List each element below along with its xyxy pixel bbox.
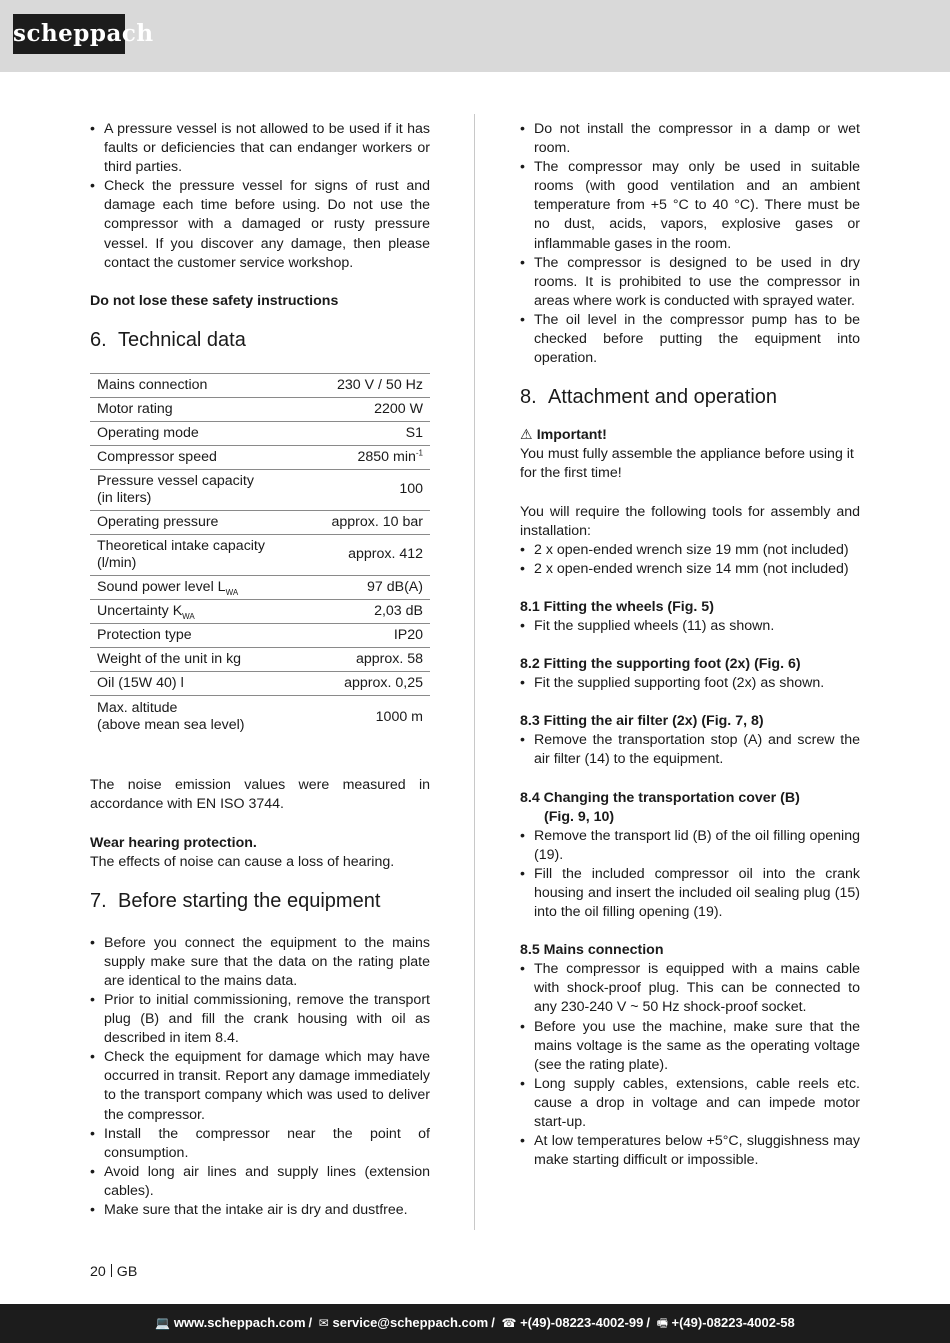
list-item: • 2 x open-ended wrench size 14 mm (not included)	[520, 560, 860, 579]
list-item: • The oil level in the compressor pump has to be checked before putting the equipment into operation.	[520, 311, 860, 368]
table-row	[90, 445, 430, 469]
table-row	[90, 373, 430, 397]
warning-icon: ⚠	[520, 427, 533, 444]
row-label: Operating pressure	[90, 510, 305, 534]
table-row	[90, 510, 430, 534]
row-value: 230 V / 50 Hz	[305, 373, 430, 397]
right-column	[520, 120, 860, 1170]
row-value: S1	[305, 421, 430, 445]
noise-emission-text: The noise emission values were measured in accordance with EN ISO 3744.	[90, 777, 430, 813]
subsection-8-4-list	[520, 827, 860, 922]
table-row	[90, 469, 430, 510]
table-row	[90, 397, 430, 421]
row-label: Sound power level $L_{WA}$	[90, 575, 305, 599]
row-value: 100	[305, 469, 430, 510]
installation-list	[520, 120, 860, 368]
computer-icon: 💻	[155, 1316, 171, 1330]
important-text: You must fully assemble the appliance before using it for the first time!	[520, 446, 854, 482]
subsection-8-5-title: 8.5 Mains connection	[520, 942, 664, 959]
table-row	[90, 695, 430, 738]
row-value: IP20	[305, 623, 430, 647]
row-label: Mains connection	[90, 373, 305, 397]
table-row	[90, 421, 430, 445]
list-item: • Fill the included compressor oil into the crank housing and insert the included oil sealing plug (15) into the oil filling opening (19).	[520, 865, 860, 922]
table-row	[90, 623, 430, 647]
subsection-8-2-title: 8.2 Fitting the supporting foot (2x) (Fig. 6)	[520, 656, 801, 673]
row-value: 2850 $\min^{-1}$	[305, 445, 430, 469]
list-item: • Check the equipment for damage which may have occurred in transit. Report any damage immediately to the transport company which was used to deliver the compressor.	[90, 1048, 430, 1124]
row-value: approx. 58	[305, 647, 430, 671]
column-divider	[474, 114, 475, 1230]
section-8-heading: 8. Attachment and operation	[520, 386, 778, 409]
pressure-vessel-list	[90, 120, 430, 273]
tools-intro: You will require the following tools for assembly and installation:	[520, 503, 860, 539]
list-item: • The compressor is equipped with a mains cable with shock-proof plug. This can be connected to any 230-240 V ~ 50 Hz shock-proof socket.	[520, 960, 860, 1017]
list-item: • Before you connect the equipment to the mains supply make sure that the data on the rating plate are identical to the mains data.	[90, 934, 430, 991]
table-row	[90, 599, 430, 623]
row-value: approx. 10 bar	[305, 510, 430, 534]
row-label: Uncertainty $K_{WA}$	[90, 599, 305, 623]
list-item: • Do not install the compressor in a damp or wet room.	[520, 120, 860, 158]
header-band	[0, 0, 950, 72]
list-item: • Long supply cables, extensions, cable reels etc. cause a drop in voltage and can impede motor start-up.	[520, 1075, 860, 1132]
footer-contact: 💻 www.scheppach.com / ✉ service@scheppach.com / ☎ +(49)-08223-4002-99 / 🖷 +(49)-08223-4002-58	[155, 1315, 795, 1330]
list-item: • Fit the supplied wheels (11) as shown.	[520, 617, 860, 636]
subsection-8-3-title: 8.3 Fitting the air filter (2x) (Fig. 7, 8)	[520, 713, 764, 730]
hearing-protection-title: Wear hearing protection.	[90, 834, 257, 851]
subsection-8-4-title-cont: (Fig. 9, 10)	[544, 808, 615, 825]
row-label: Compressor speed	[90, 445, 305, 469]
row-value: 97 dB(A)	[305, 575, 430, 599]
list-item: • Remove the transport lid (B) of the oil filling opening (19).	[520, 827, 860, 865]
scheppach-logo: scheppach	[13, 14, 125, 54]
email-link[interactable]: service@scheppach.com	[332, 1315, 489, 1330]
website-link[interactable]: www.scheppach.com	[173, 1315, 306, 1330]
fax-number: +(49)-08223-4002-58	[671, 1315, 795, 1330]
fax-icon: 🖷	[656, 1316, 668, 1330]
list-item: • Install the compressor near the point of consumption.	[90, 1125, 430, 1163]
list-item: • Avoid long air lines and supply lines (extension cables).	[90, 1163, 430, 1201]
phone-icon: ☎	[501, 1316, 517, 1330]
list-item: • A pressure vessel is not allowed to be used if it has faults or deficiencies that can endanger workers or third parties.	[90, 120, 430, 177]
left-column	[90, 120, 430, 1220]
row-value: approx. 0,25	[305, 671, 430, 695]
subsection-8-5-list	[520, 960, 860, 1170]
list-item: • The compressor may only be used in suitable rooms (with good ventilation and an ambient temperature from +5 °C to 40 °C). There must be no dust, acids, vapors, explosive gases or inflammable gases in the room.	[520, 158, 860, 253]
row-value: 2200 W	[305, 397, 430, 421]
section-7-heading: 7. Before starting the equipment	[90, 889, 381, 912]
page-number: 20 GB	[90, 1264, 138, 1280]
mail-icon: ✉	[318, 1316, 329, 1330]
row-label: Protection type	[90, 623, 305, 647]
technical-data-table	[90, 373, 430, 739]
table-row	[90, 647, 430, 671]
tools-list	[520, 541, 860, 579]
row-label: Motor rating	[90, 397, 305, 421]
list-item: • The compressor is designed to be used in dry rooms. It is prohibited to use the compressor in areas where work is conducted with sprayed water.	[520, 254, 860, 311]
subsection-8-1-title: 8.1 Fitting the wheels (Fig. 5)	[520, 598, 714, 615]
row-value: 1000 m	[375, 708, 423, 725]
subsection-8-2-list	[520, 674, 860, 693]
table-row	[90, 671, 430, 695]
list-item: • Prior to initial commissioning, remove the transport plug (B) and fill the crank housing with oil as described in item 8.4.	[90, 991, 430, 1048]
list-item: • Check the pressure vessel for signs of rust and damage each time before using. Do not use the compressor with a damaged or rusty pressure vessel. If you discover any damage, then please contact the customer service workshop.	[90, 177, 430, 272]
table-row	[90, 575, 430, 599]
list-item: • Remove the transportation stop (A) and screw the air filter (14) to the equipment.	[520, 731, 860, 769]
table-row	[90, 534, 430, 575]
safety-note: Do not lose these safety instructions	[90, 292, 339, 309]
hearing-protection-text: The effects of noise can cause a loss of hearing.	[90, 853, 395, 870]
phone-number: +(49)-08223-4002-99	[520, 1315, 644, 1330]
row-label: Oil (15W 40) l	[90, 671, 305, 695]
row-label: Weight of the unit in kg	[90, 647, 305, 671]
row-label: Theoretical intake capacity (l/min)	[90, 534, 305, 575]
list-item: • Before you use the machine, make sure that the mains voltage is the same as the operating voltage (see the rating plate).	[520, 1018, 860, 1075]
subsection-8-1-list	[520, 617, 860, 636]
before-starting-list	[90, 934, 430, 1220]
row-label: Pressure vessel capacity (in liters)	[90, 469, 305, 510]
list-item: • At low temperatures below +5°C, sluggishness may make starting difficult or impossible.	[520, 1132, 860, 1170]
list-item: • 2 x open-ended wrench size 19 mm (not included)	[520, 541, 860, 560]
subsection-8-4-title: 8.4 Changing the transportation cover (B)	[520, 789, 800, 806]
row-value: 2,03 dB	[305, 599, 430, 623]
subsection-8-3-list	[520, 731, 860, 769]
row-label: Max. altitude (above mean sea level)	[97, 700, 245, 734]
important-title: ⚠ Important!	[520, 427, 607, 444]
section-6-heading: 6. Technical data	[90, 328, 246, 351]
row-value: approx. 412	[305, 534, 430, 575]
row-label: Operating mode	[90, 421, 305, 445]
list-item: • Fit the supplied supporting foot (2x) as shown.	[520, 674, 860, 693]
list-item: • Make sure that the intake air is dry and dustfree.	[90, 1201, 430, 1220]
